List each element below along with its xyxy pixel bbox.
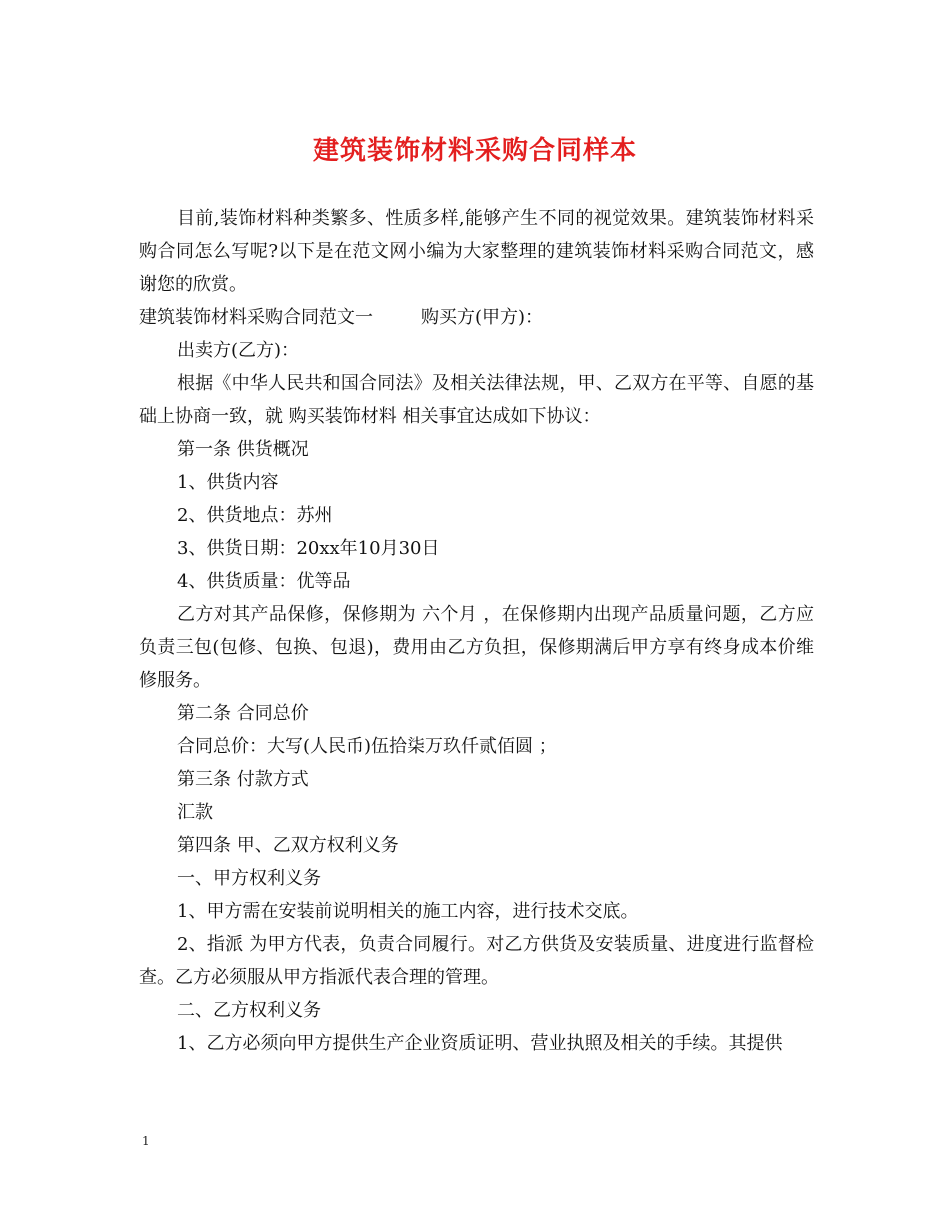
party-a-item-2: 2、指派 为甲方代表，负责合同履行。对乙方供货及安装质量、进度进行监督检查。乙方必须服从甲方指派代表合理的管理。: [139, 934, 814, 988]
document-title: 建筑装饰材料采购合同样本: [312, 136, 637, 166]
article-1-item-1: 1、供货内容: [177, 472, 279, 493]
party-a-title: 一、甲方权利义务: [177, 868, 321, 889]
buyer-label: 购买方(甲方)：: [421, 307, 544, 328]
sample-heading-line: [139, 301, 814, 334]
article-1-item-3: 3、供货日期：20xx年10月30日: [177, 538, 440, 559]
party-a-item-1: 1、甲方需在安装前说明相关的施工内容，进行技术交底。: [177, 901, 639, 922]
article-4-title: 第四条 甲、乙双方权利义务: [177, 835, 399, 856]
article-2-title: 第二条 合同总价: [177, 703, 309, 724]
contract-total: 合同总价：大写(人民币)伍拾柒万玖仟贰佰圆 ；: [177, 736, 557, 757]
warranty-paragraph: 乙方对其产品保修，保修期为 六个月 ，在保修期内出现产品质量问题，乙方应负责三包(包修、包换、包退)，费用由乙方负担，保修期满后甲方享有终身成本价维修服务。: [139, 604, 814, 691]
payment-method: 汇款: [177, 802, 213, 823]
agreement-paragraph: 根据《中华人民共和国合同法》及相关法律法规，甲、乙双方在平等、自愿的基础上协商一致，就 购买装饰材料 相关事宜达成如下协议：: [139, 373, 814, 427]
seller-label: 出卖方(乙方)：: [177, 340, 300, 361]
article-1-item-4: 4、供货质量：优等品: [177, 571, 351, 592]
sample-heading: 建筑装饰材料采购合同范文一: [139, 307, 373, 328]
intro-paragraph: 目前,装饰材料种类繁多、性质多样,能够产生不同的视觉效果。建筑装饰材料采购合同怎么写呢?以下是在范文网小编为大家整理的建筑装饰材料采购合同范文，感谢您的欣赏。: [139, 208, 814, 295]
article-3-title: 第三条 付款方式: [177, 769, 309, 790]
article-1-item-2: 2、供货地点：苏州: [177, 505, 333, 526]
party-b-title: 二、乙方权利义务: [177, 1000, 321, 1021]
document-body: [139, 202, 814, 1060]
article-1-title: 第一条 供货概况: [177, 439, 309, 460]
page-number: 1: [142, 1134, 150, 1148]
party-b-item-1: 1、乙方必须向甲方提供生产企业资质证明、营业执照及相关的手续。其提供: [177, 1033, 783, 1054]
